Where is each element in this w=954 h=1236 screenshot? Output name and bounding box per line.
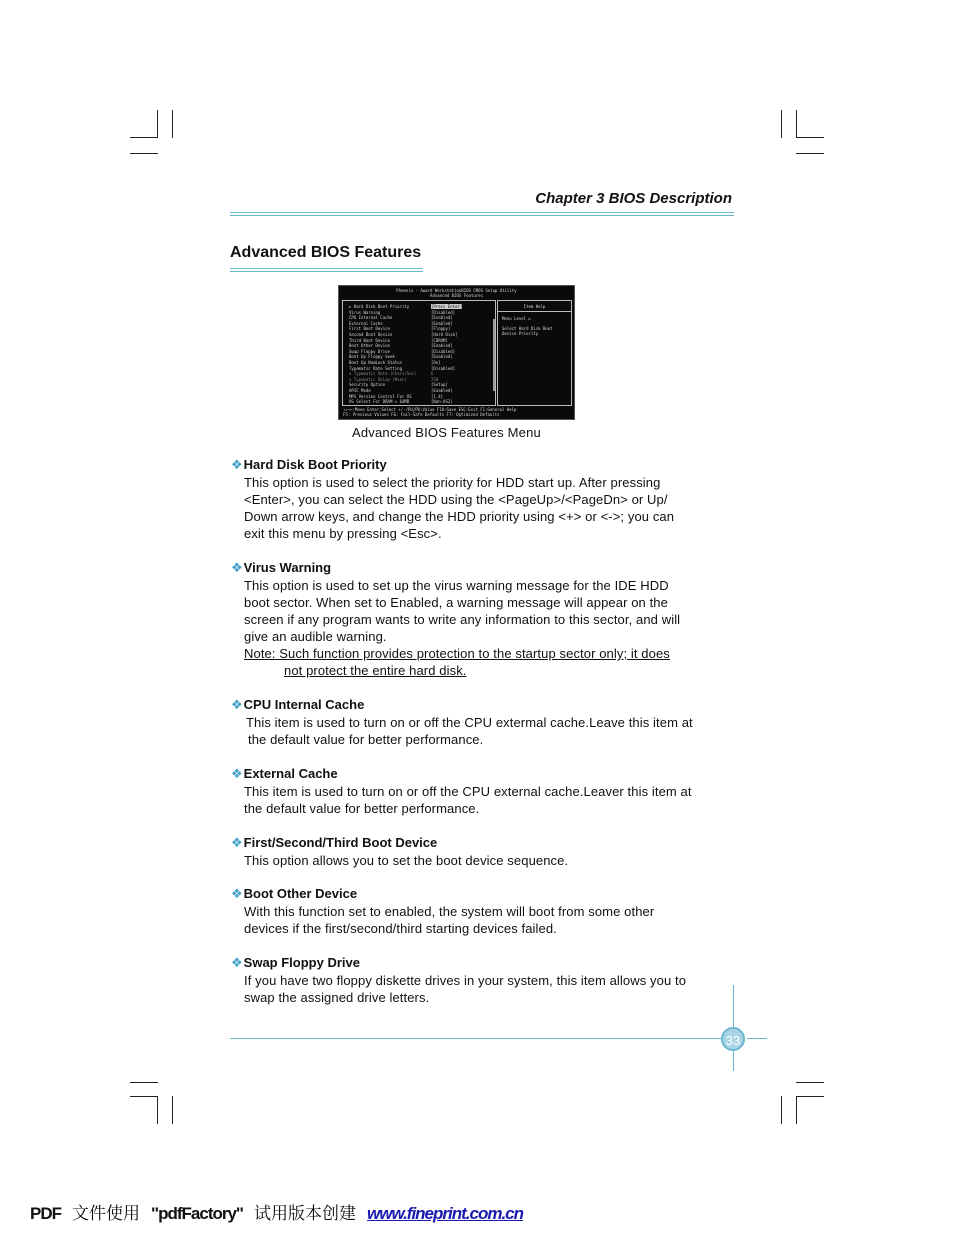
- item-description: This option is used to select the priority for HDD start up. After pressing <Enter>, you can select the HDD using the <PageUp>/<PageDn> or Up/ Down arrow keys, and change the HDD priority using <+> or <->; you can exit this menu by pressing <Esc>.: [244, 475, 675, 541]
- page-rule: [230, 1038, 721, 1039]
- crop-mark: [157, 1096, 158, 1124]
- bios-menu-value: [Non-OS2]: [431, 399, 453, 405]
- item-title: ❖CPU Internal Cache: [231, 697, 365, 712]
- crop-mark: [130, 1096, 158, 1097]
- header-rule: [230, 212, 734, 213]
- item-description: This option is used to set up the virus warning message for the IDE HDD boot sector. When set to Enabled, a warning message will appear on the screen if any program wants to write any information to this sector, and will give an audible warning. Note: Such function provides protection to the startup sector only; it does not protect the entire hard disk.: [244, 578, 681, 678]
- bios-help-text: Device Priority: [502, 331, 539, 336]
- item-description: This option allows you to set the boot device sequence.: [244, 853, 569, 868]
- bios-menu-item: External Cache: [349, 320, 383, 326]
- bios-help-box: [497, 300, 572, 406]
- bios-menu-item: APIC Mode: [349, 388, 371, 393]
- bios-menu-box: [342, 300, 496, 406]
- bios-menu-item: Security Option: [349, 382, 386, 388]
- figure-caption: Advanced BIOS Features Menu: [352, 425, 541, 440]
- bios-menu-value: [Press Enter]: [431, 304, 463, 309]
- bios-menu-item: OS Select For DRAM > 64MB: [349, 399, 410, 405]
- crop-mark: [796, 153, 824, 154]
- crop-mark: [796, 1096, 824, 1097]
- bios-menu-value: 250: [431, 376, 439, 382]
- item-title: ❖External Cache: [231, 766, 338, 781]
- note-text: Note: Such function provides protection to the startup sector only; it does not protect the entire hard disk.: [244, 646, 670, 678]
- item-title: ❖Boot Other Device: [231, 886, 358, 901]
- item-description: If you have two floppy diskette drives in your system, this item allows you to swap the assigned drive letters.: [244, 973, 687, 1005]
- diamond-bullet-icon: ❖: [231, 697, 243, 712]
- crop-mark: [796, 110, 797, 138]
- bios-help-title: Item Help: [523, 304, 546, 309]
- bios-screenshot: [338, 285, 575, 420]
- bios-menu-value: [Enabled]: [431, 315, 453, 321]
- bios-menu-item: Third Boot Device: [349, 337, 390, 343]
- section-title-rule: [230, 268, 423, 269]
- bios-menu-value: 6: [431, 371, 434, 377]
- section-title-rule: [230, 271, 423, 272]
- bios-menu-value: [Setup]: [431, 382, 448, 388]
- bios-help-text: Select Hard Disk Boot: [502, 326, 553, 331]
- bios-menu-value: [Disabled]: [431, 348, 456, 354]
- crop-mark: [781, 1096, 782, 1124]
- bios-menu-item: x Typematic Delay (Msec): [349, 376, 407, 382]
- page-rule: [733, 1051, 734, 1071]
- bios-menu-value: [Enabled]: [431, 354, 453, 360]
- bios-menu-value: [Disabled]: [431, 309, 456, 315]
- item-title: ❖Virus Warning: [231, 560, 332, 575]
- bios-menu-item: Boot Up Floppy Seek: [349, 354, 395, 360]
- item-title: ❖First/Second/Third Boot Device: [231, 835, 438, 850]
- footer-link[interactable]: www.fineprint.com.cn: [367, 1204, 524, 1223]
- crop-mark: [172, 110, 173, 138]
- page-number: 33: [721, 1027, 745, 1051]
- bios-menu-item: MPS Version Control For OS: [349, 393, 412, 399]
- divider: [498, 311, 571, 312]
- brand-name: "pdfFactory": [151, 1204, 243, 1223]
- diamond-bullet-icon: ❖: [231, 955, 243, 970]
- bios-menu-value: [1.4]: [431, 393, 444, 399]
- diamond-bullet-icon: ❖: [231, 560, 243, 575]
- crop-mark: [130, 1082, 158, 1083]
- bios-menu-item: Typematic Rate Setting: [349, 365, 402, 371]
- crop-mark: [796, 1096, 797, 1124]
- bios-menu-value: [Enabled]: [431, 320, 453, 326]
- bios-menu-value: [On]: [431, 360, 441, 365]
- bios-menu-value: [Floppy]: [431, 326, 451, 332]
- item-description: With this function set to enabled, the system will boot from some other devices if the first/second/third starting devices failed.: [244, 904, 655, 936]
- bios-menu-item: Virus Warning: [349, 309, 381, 315]
- item-title: ❖Swap Floppy Drive: [231, 955, 360, 970]
- pdf-footer: PDF 文件使用 "pdfFactory" 试用版本创建 www.fineprint.com.cn: [30, 1204, 524, 1224]
- crop-mark: [796, 137, 824, 138]
- pdf-logo-text: PDF: [30, 1204, 61, 1223]
- bios-menu-value: [CDROM]: [431, 337, 448, 343]
- page-rule: [747, 1038, 767, 1039]
- page-rule: [733, 985, 734, 1027]
- crop-mark: [130, 153, 158, 154]
- bios-menu-value: [Hard Disk]: [431, 332, 458, 337]
- crop-mark: [796, 1082, 824, 1083]
- bios-menu-item: CPU Internal Cache: [349, 315, 393, 321]
- diamond-bullet-icon: ❖: [231, 457, 243, 472]
- crop-mark: [157, 110, 158, 138]
- bios-menu-value: [Disabled]: [431, 365, 456, 371]
- bios-menu-item: First Boot Device: [349, 326, 390, 332]
- bios-menu-item: ► Hard Disk Boot Priority: [349, 304, 410, 309]
- bios-menu-item: Boot Up NumLock Status: [349, 360, 402, 365]
- section-title: Advanced BIOS Features: [230, 244, 422, 261]
- item-title: ❖Hard Disk Boot Priority: [231, 457, 387, 472]
- diamond-bullet-icon: ❖: [231, 886, 243, 901]
- bios-menu-item: x Typematic Rate (Chars/Sec): [349, 371, 417, 377]
- crop-mark: [781, 110, 782, 138]
- crop-mark: [130, 137, 158, 138]
- crop-mark: [172, 1096, 173, 1124]
- chapter-header: Chapter 3 BIOS Description: [535, 190, 732, 207]
- bios-menu-value: [Enabled]: [431, 388, 453, 393]
- bios-menu-item: Boot Other Device: [349, 343, 390, 349]
- diamond-bullet-icon: ❖: [231, 766, 243, 781]
- bios-scrollbar: [493, 319, 495, 391]
- bios-menu-value: [Enabled]: [431, 343, 453, 349]
- header-rule: [230, 215, 734, 216]
- item-description: This item is used to turn on or off the CPU extermal cache.Leave this item at the default value for better performance.: [246, 715, 693, 747]
- bios-header: Phoenix - Award WorkstationBIOS CMOS Setup Utility Advanced BIOS Features: [396, 288, 517, 298]
- item-description: This item is used to turn on or off the CPU external cache.Leaver this item at the default value for better performance.: [244, 784, 692, 816]
- bios-menu-item: Swap Floppy Drive: [349, 348, 390, 354]
- bios-menu-item: Second Boot Device: [349, 332, 393, 337]
- diamond-bullet-icon: ❖: [231, 835, 243, 850]
- bios-footer: ↑↓→←:Move Enter:Select +/-/PU/PD:Value F10:Save ESC:Exit F1:General Help F5: Previous Values F6: Fail-Safe Defaults F7: Optimized Defaults: [343, 407, 517, 417]
- bios-help-text: Menu Level ►: [502, 316, 531, 321]
